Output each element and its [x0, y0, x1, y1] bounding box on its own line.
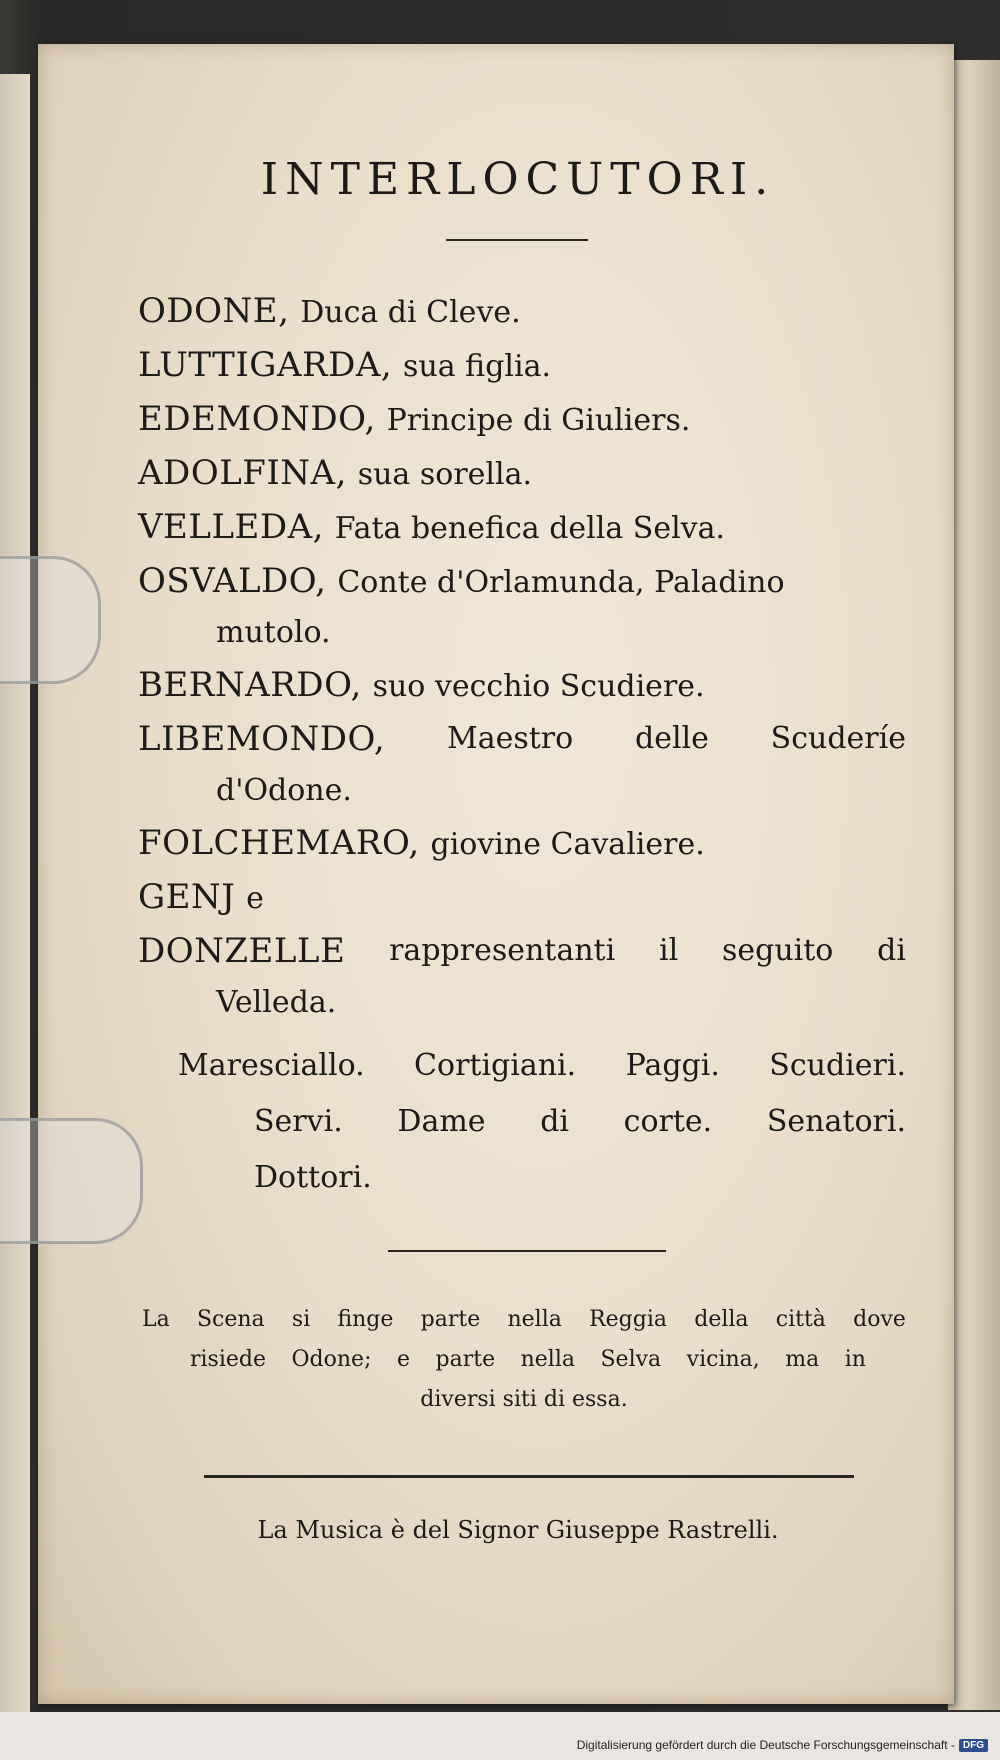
character-role: sua sorella. [357, 457, 533, 492]
scene-word: città [775, 1307, 826, 1332]
section-rule [388, 1250, 666, 1252]
heading-rule [446, 239, 588, 241]
ensemble-word: Servi. [254, 1104, 343, 1139]
ensemble-word: corte. [623, 1104, 713, 1139]
scene-note-line [142, 1340, 906, 1380]
cast-entry [138, 500, 906, 554]
character-name: LIBEMONDO, [138, 719, 386, 759]
page-heading: INTERLOCUTORI. [260, 154, 776, 205]
ensemble-line [138, 1038, 906, 1094]
scene-word: vicina, [686, 1347, 760, 1372]
cast-entry [138, 338, 906, 392]
scene-word: si [291, 1307, 311, 1332]
right-page-edge [948, 60, 1000, 1710]
ensemble-word: di [540, 1104, 569, 1139]
cast-entry [138, 870, 906, 924]
cast-entry [138, 924, 906, 978]
scene-word: in [844, 1347, 866, 1372]
scene-word: La [142, 1307, 170, 1332]
cast-entry [138, 712, 906, 766]
ensemble-line [138, 1150, 906, 1206]
ensemble-line [138, 1094, 906, 1150]
character-name: LUTTIGARDA, [138, 345, 393, 385]
character-role: Fata benefica della Selva. [334, 511, 726, 546]
cast-entry [138, 392, 906, 446]
cast-entry [138, 658, 906, 712]
cast-entry [138, 284, 906, 338]
cast-entry [138, 816, 906, 870]
character-role: sua figlia. [403, 349, 552, 384]
bottom-strip [0, 1712, 1000, 1760]
digitization-credit-text: Digitalisierung gefördert durch die Deutsche Forschungsgemeinschaft - [576, 1738, 955, 1752]
cast-entry [138, 446, 906, 500]
character-role-word: seguito [721, 933, 834, 968]
character-role-word: Scuderíe [770, 721, 906, 756]
page-clip [0, 1118, 143, 1244]
character-role-continuation: Velleda. [216, 985, 337, 1020]
scene-word: della [694, 1307, 749, 1332]
ensemble-word: Dottori. [254, 1160, 372, 1195]
back-page-edge [0, 74, 30, 1714]
scene-word: Scena [196, 1307, 265, 1332]
page-clip [0, 556, 101, 684]
scene-word: e [396, 1347, 411, 1372]
scene-word: Reggia [589, 1307, 667, 1332]
character-role: e [246, 881, 264, 916]
character-role-word: delle [634, 721, 709, 756]
character-name: FOLCHEMARO, [138, 823, 420, 863]
cast-list [138, 284, 906, 1206]
character-name: ODONE, [138, 291, 290, 331]
scene-word: finge [337, 1307, 394, 1332]
scene-note-line: diversi siti di essa. [420, 1387, 628, 1412]
scene-word: Selva [600, 1347, 662, 1372]
scene-note-line [142, 1300, 906, 1340]
scene-word: nella [507, 1307, 562, 1332]
ensemble-word: Senatori. [766, 1104, 906, 1139]
character-role-word: di [877, 933, 906, 968]
character-role-word: rappresentanti [389, 933, 616, 968]
ensemble-word: Dame [397, 1104, 486, 1139]
character-role-word: Maestro [446, 721, 574, 756]
character-name: EDEMONDO, [138, 399, 376, 439]
ensemble-word: Cortigiani. [414, 1048, 577, 1083]
scene-word: parte [435, 1347, 496, 1372]
scene-word: nella [520, 1347, 575, 1372]
book-page [38, 44, 954, 1704]
music-credit: La Musica è del Signor Giuseppe Rastrelli. [257, 1516, 779, 1544]
character-name: DONZELLE [138, 931, 346, 971]
dfg-logo: DFG [959, 1739, 988, 1752]
ensemble-word: Maresciallo. [178, 1048, 365, 1083]
character-role: giovine Cavaliere. [430, 827, 705, 862]
digitization-credit [577, 1738, 988, 1752]
scene-word: parte [420, 1307, 481, 1332]
character-name: ADOLFINA, [138, 453, 347, 493]
ensemble-word: Paggi. [625, 1048, 720, 1083]
character-name: BERNARDO, [138, 665, 362, 705]
character-role: Principe di Giuliers. [386, 403, 691, 438]
character-role-continuation: mutolo. [216, 615, 331, 650]
cast-entry [138, 554, 906, 608]
character-role-continuation: d'Odone. [216, 773, 352, 808]
scene-note [142, 1300, 906, 1420]
ensemble-word: Scudieri. [769, 1048, 906, 1083]
character-role: Duca di Cleve. [300, 295, 521, 330]
scene-word: Odone; [291, 1347, 372, 1372]
character-name: GENJ [138, 877, 236, 917]
scene-word: dove [853, 1307, 906, 1332]
character-role: Conte d'Orlamunda, Paladino [337, 565, 785, 600]
character-name: VELLEDA, [138, 507, 324, 547]
character-name: OSVALDO, [138, 561, 327, 601]
scene-word: ma [785, 1347, 820, 1372]
character-role: suo vecchio Scudiere. [372, 669, 705, 704]
scene-word: risiede [190, 1347, 267, 1372]
character-role-word: il [659, 933, 679, 968]
section-rule [204, 1475, 854, 1478]
